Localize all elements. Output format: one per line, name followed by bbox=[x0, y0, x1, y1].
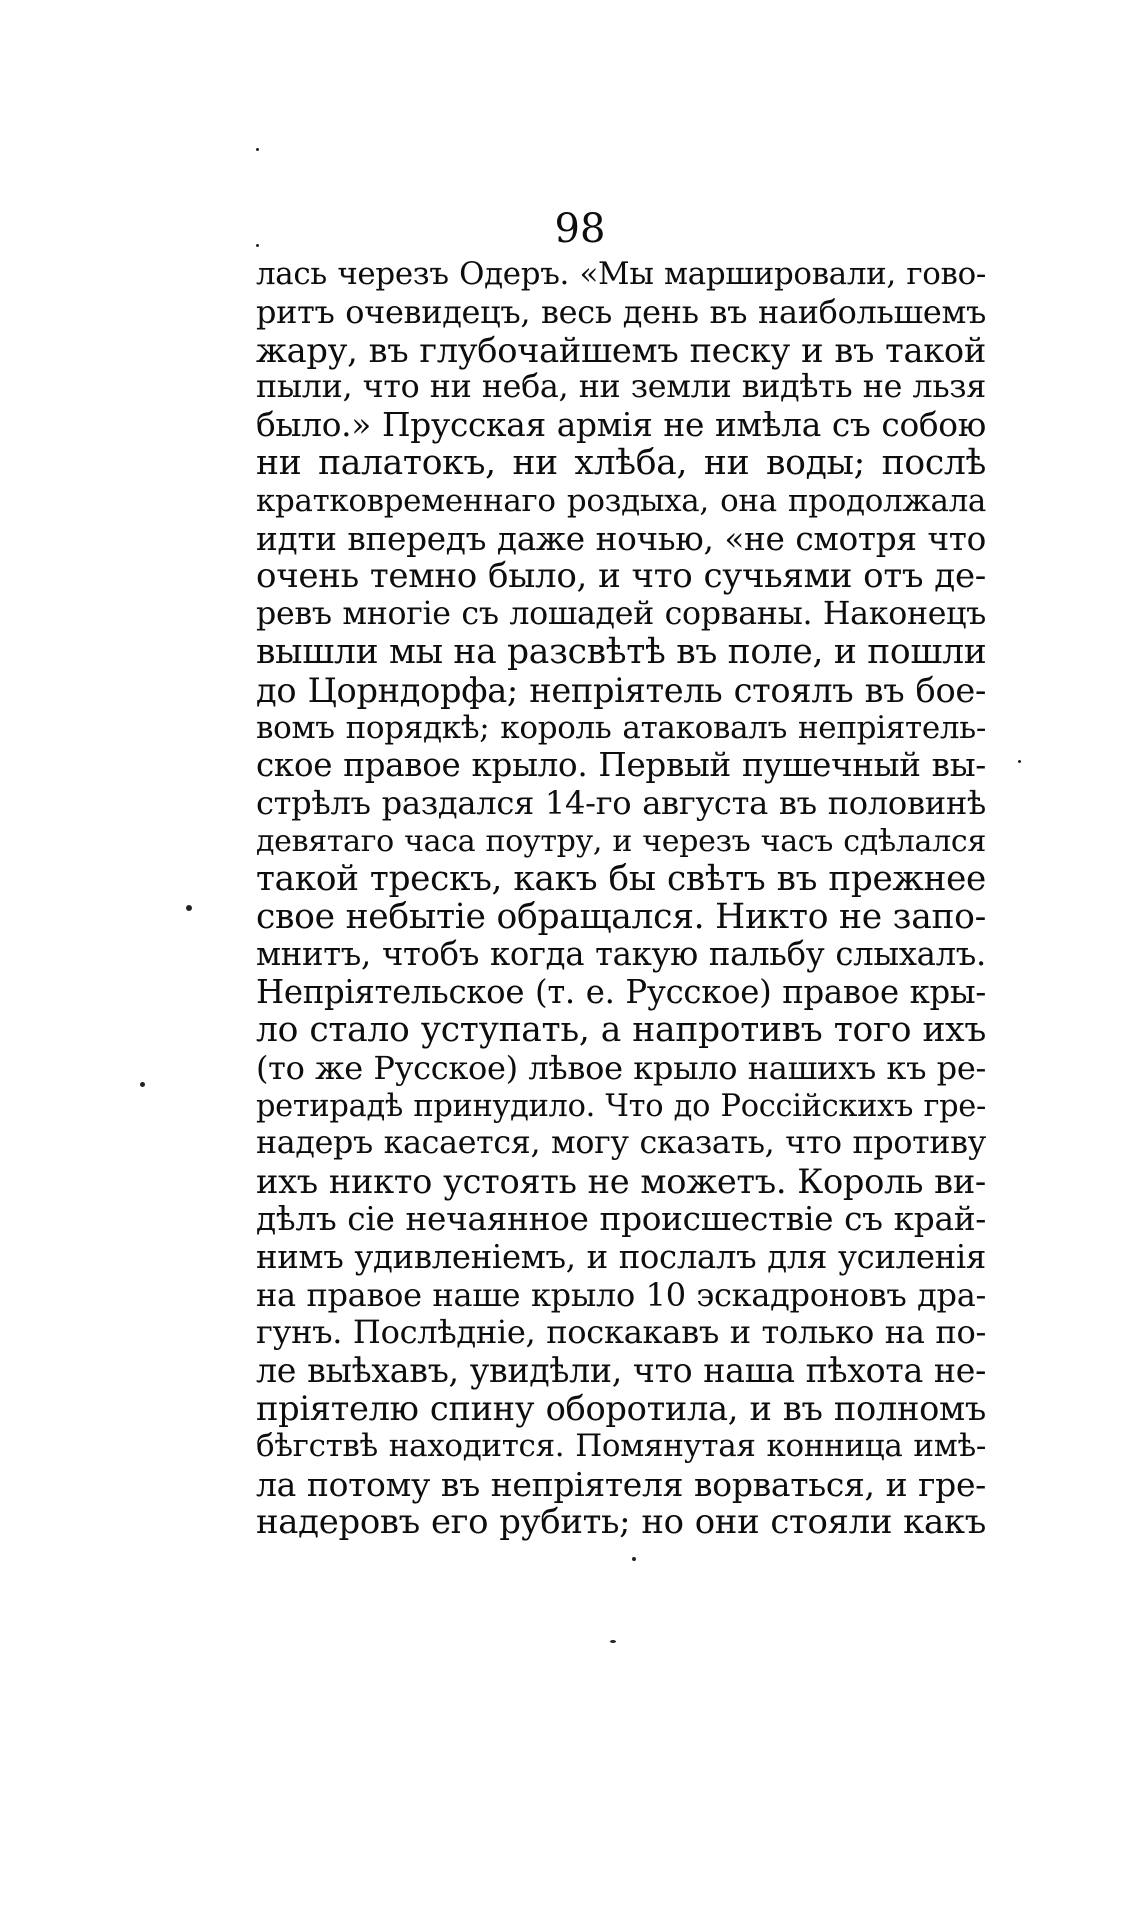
text-line: надеръ касается, могу сказать, что противу bbox=[256, 1125, 986, 1162]
text-line: пыли, что ни неба, ни земли видѣть не льзя bbox=[256, 369, 986, 406]
text-line: гунъ. Послѣдніе, поскакавъ и только на по- bbox=[256, 1313, 986, 1352]
text-line: ское правое крыло. Первый пушечный вы- bbox=[256, 746, 986, 785]
text-line: ретирадѣ принудило. Что до Россійскихъ гре- bbox=[256, 1088, 986, 1124]
text-line: свое небытіе обращался. Никто не запо- bbox=[256, 896, 986, 937]
text-line: до Цорндорфа; непріятель стоялъ въ бое- bbox=[256, 670, 986, 710]
scan-speck bbox=[1018, 760, 1021, 763]
scan-speck bbox=[256, 148, 259, 151]
text-line: (то же Русское) лѣвое крыло нашихъ къ ре- bbox=[256, 1048, 986, 1087]
text-line: такой трескъ, какъ бы свѣтъ въ прежнее bbox=[256, 858, 986, 899]
text-line: кратковременнаго роздыха, она продолжала bbox=[256, 482, 986, 519]
body-text bbox=[256, 256, 986, 1541]
text-line: девятаго часа поутру, и черезъ часъ сдѣлался bbox=[256, 823, 986, 859]
text-line: ихъ никто устоять не можетъ. Король ви- bbox=[256, 1162, 986, 1202]
text-line: нимъ удивленіемъ, и послалъ для усиленія bbox=[256, 1237, 986, 1276]
text-line: лась черезъ Одеръ. «Мы маршировали, гово- bbox=[256, 256, 986, 292]
text-line: дѣлъ сіе нечаянное происшествіе съ край- bbox=[256, 1199, 986, 1238]
text-line: ло стало уступать, а напротивъ того ихъ bbox=[256, 1009, 986, 1050]
text-line: идти впередъ даже ночью, «не смотря что bbox=[256, 519, 986, 558]
page-number: 98 bbox=[554, 206, 606, 252]
scan-speck bbox=[610, 1640, 616, 1643]
scan-speck bbox=[256, 244, 259, 247]
text-line: Непріятельское (т. е. Русское) правое кры- bbox=[256, 973, 986, 1012]
text-line: ревъ многіе съ лошадей сорваны. Наконецъ bbox=[256, 596, 986, 633]
text-line: жару, въ глубочайшемъ песку и въ такой bbox=[256, 330, 986, 370]
text-line: бѣгствѣ находится. Помянутая конница имѣ- bbox=[256, 1427, 986, 1464]
text-line: на правое наше крыло 10 эскадроновъ дра- bbox=[256, 1275, 986, 1314]
text-line: надеровъ его рубить; но они стояли какъ bbox=[256, 1502, 986, 1542]
text-line: ритъ очевидецъ, весь день въ наибольшемъ bbox=[256, 292, 986, 331]
text-line: пріятелю спину оборотила, и въ полномъ bbox=[256, 1388, 986, 1428]
scan-speck bbox=[186, 905, 192, 911]
text-line: вышли мы на разсвѣтѣ въ поле, и пошли bbox=[256, 631, 987, 672]
scan-speck bbox=[632, 1557, 636, 1561]
text-line: вомъ порядкѣ; король атаковалъ непріятель- bbox=[256, 709, 986, 746]
text-line: было.» Прусская армія не имѣла съ собою bbox=[256, 406, 986, 445]
text-line: ни палатокъ, ни хлѣба, ни воды; послѣ bbox=[256, 442, 986, 483]
text-line: стрѣлъ раздался 14-го августа въ половинѣ bbox=[256, 784, 986, 823]
text-line: очень темно было, и что сучьями отъ де- bbox=[256, 556, 986, 597]
scan-speck bbox=[140, 1082, 145, 1087]
text-line: ле выѣхавъ, увидѣли, что наша пѣхота не- bbox=[256, 1351, 986, 1391]
text-line: ла потому въ непріятеля ворваться, и гре- bbox=[256, 1464, 986, 1504]
text-line: мнитъ, чтобъ когда такую пальбу слыхалъ. bbox=[256, 935, 986, 974]
